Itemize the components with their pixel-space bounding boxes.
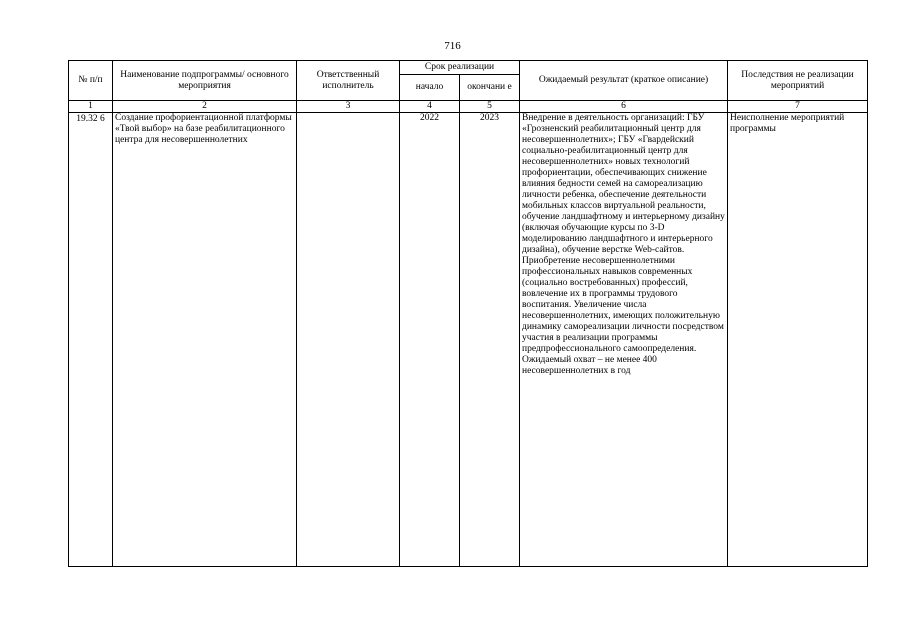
row-expected: Внедрение в деятельность организаций: ГБУ «Грозненский реабилитационный центр для несовершеннолетних»; ГБУ «Гвардейский социально-реабилитационный центр для несовершеннолетних» новых технологий профориентации, обеспечивающих снижение влияния бедности семей на самореализацию личности ребенка, обеспечение деятельности мобильных классов виртуальной реальности, обучение ландшафтному и интерьерному дизайну (включая обучающие курсы по 3-D моделированию ландшафтного и интерьерного дизайна), обучение верстке Web-сайтов. Приобретение несовершеннолетними профессиональных навыков современных (социально востребованных) профессий, вовлечение их в программы трудового воспитания. Увеличение числа несовершеннолетних, имеющих положительную динамику самореализации личности посредством участия в реализации программы предпрофессионального самоопределения. Ожидаемый охват – не менее 400 несовершеннолетних в год <box>520 113 728 567</box>
header-period: Срок реализации <box>400 61 520 75</box>
row-start: 2022 <box>400 113 460 567</box>
header-row-1 <box>69 61 868 75</box>
column-number: 6 <box>520 101 728 113</box>
column-number-row <box>69 101 868 113</box>
header-name: Наименование подпрограммы/ основного мероприятия <box>113 61 297 101</box>
column-number: 5 <box>460 101 520 113</box>
row-consequences: Неисполнение мероприятий программы <box>728 113 868 567</box>
row-name: Создание профориентационной платформы «Твой выбор» на базе реабилитационного центра для несовершеннолетних <box>113 113 297 567</box>
table-row <box>69 113 868 567</box>
header-num: № п/п <box>69 61 113 101</box>
header-end: окончани е <box>460 75 520 101</box>
header-responsible: Ответственный исполнитель <box>297 61 400 101</box>
row-responsible <box>297 113 400 567</box>
header-consequences: Последствия не реализации мероприятий <box>728 61 868 101</box>
column-number: 1 <box>69 101 113 113</box>
header-expected: Ожидаемый результат (краткое описание) <box>520 61 728 101</box>
page-number: 716 <box>444 40 461 52</box>
row-num: 19.32 6 <box>69 113 113 567</box>
column-number: 7 <box>728 101 868 113</box>
column-number: 3 <box>297 101 400 113</box>
header-start: начало <box>400 75 460 101</box>
program-table <box>68 60 868 567</box>
column-number: 4 <box>400 101 460 113</box>
column-number: 2 <box>113 101 297 113</box>
row-end: 2023 <box>460 113 520 567</box>
